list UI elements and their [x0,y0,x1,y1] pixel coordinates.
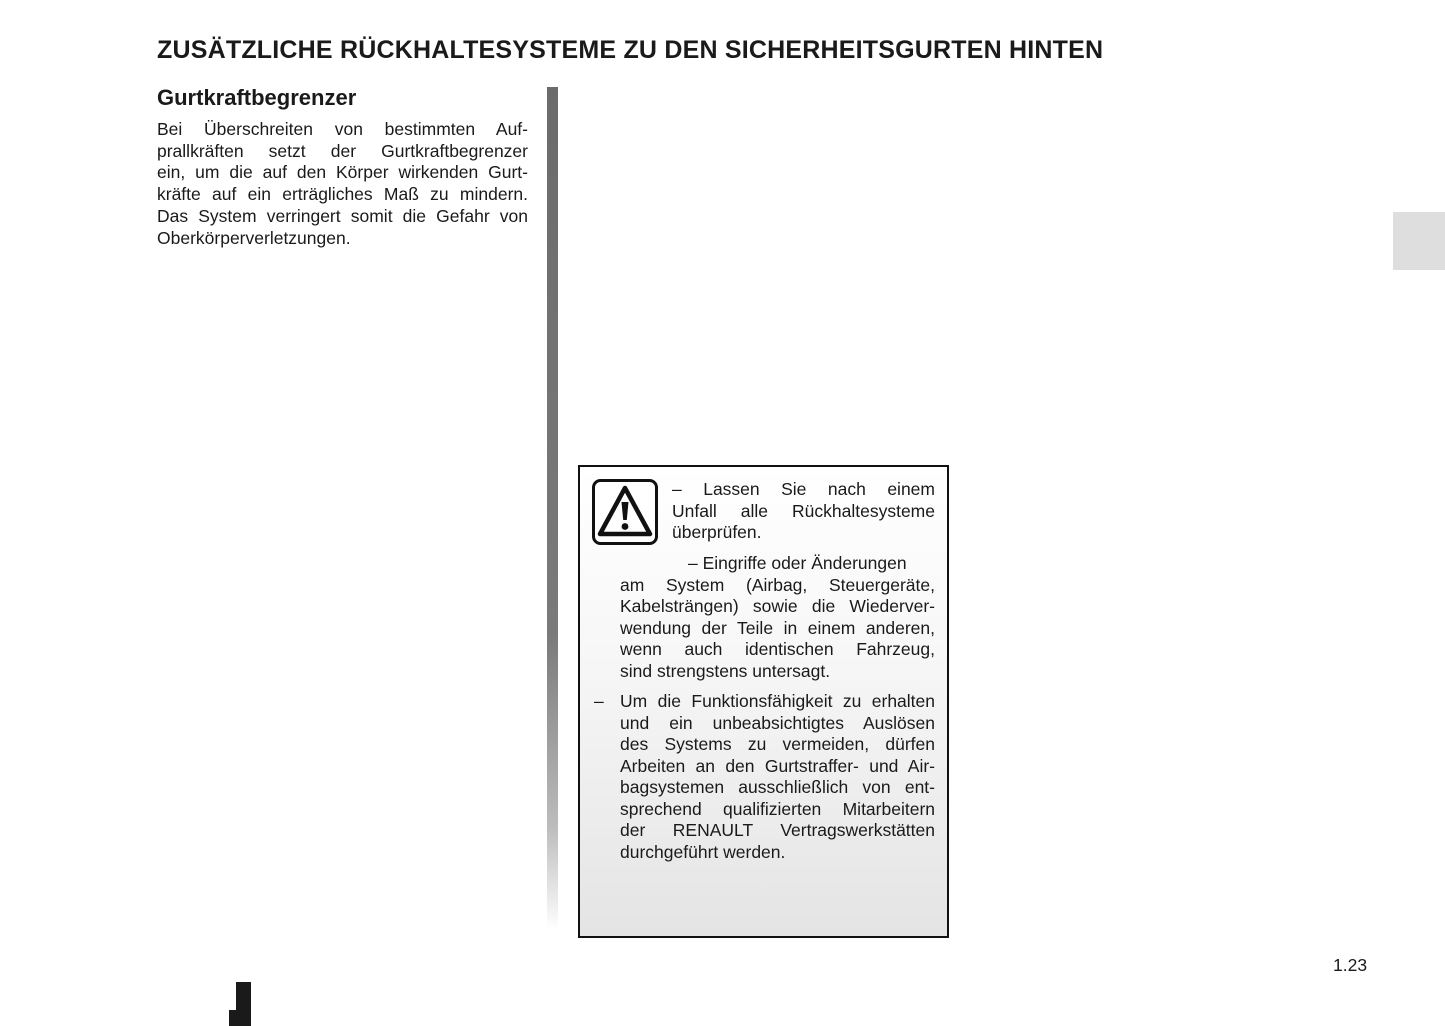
warning-box [578,465,949,938]
warning-line: am System (Airbag, Steuergeräte, [620,574,935,595]
warning-item-2 [620,553,935,682]
paragraph-line: Bei Überschreiten von bestimmten Auf- [157,119,528,139]
warning-triangle-icon [592,479,658,545]
warning-item-3-dash: – [594,691,604,711]
warning-line: und ein unbeabsichtigtes Auslösen [620,712,935,733]
warning-line: des Systems zu vermeiden, dürfen [620,734,935,754]
paragraph-line: Das System verringert somit die Gefahr von [157,205,528,226]
warning-line: überprüfen. [672,522,762,542]
crop-mark-notch [229,982,236,1010]
body-paragraph [157,119,528,249]
section-heading: Gurtkraftbegrenzer [157,85,357,110]
warning-line: – Eingriffe oder Änderungen [688,553,907,573]
page-number: 1.23 [1333,955,1368,975]
column-divider [547,87,558,930]
warning-line: sprechend qualifizierten Mitarbeitern [620,798,935,819]
chapter-tab [1393,212,1445,270]
warning-line: durchgeführt werden. [620,841,786,862]
page-title: ZUSÄTZLICHE RÜCKHALTESYSTEME ZU DEN SICHERHEITSGURTEN HINTEN [157,36,1104,64]
warning-item-3 [620,691,935,863]
warning-line: Unfall alle Rückhaltesysteme [672,500,935,521]
warning-line: – Lassen Sie nach einem [672,479,935,499]
warning-line: sind strengstens untersagt. [620,660,831,681]
warning-item-1 [672,479,935,544]
paragraph-line: ein, um die auf den Körper wirkenden Gurt- [157,162,528,183]
paragraph-line: Oberkörperverletzungen. [157,227,351,248]
warning-line: der RENAULT Vertragswerkstätten [620,820,935,840]
warning-line: wendung der Teile in einem anderen, [620,617,935,638]
warning-line: Um die Funktionsfähigkeit zu erhalten [620,691,935,711]
paragraph-line: kräfte auf ein erträgliches Maß zu mindern. [157,184,528,205]
paragraph-line: prallkräften setzt der Gurtkraftbegrenzer [157,140,528,161]
warning-line: Arbeiten an den Gurtstraffer- und Air- [620,755,935,776]
warning-line: Kabelsträngen) sowie die Wiederver- [620,596,935,616]
warning-line: wenn auch identischen Fahrzeug, [620,639,935,659]
warning-line: bagsystemen ausschließlich von ent- [620,777,935,797]
